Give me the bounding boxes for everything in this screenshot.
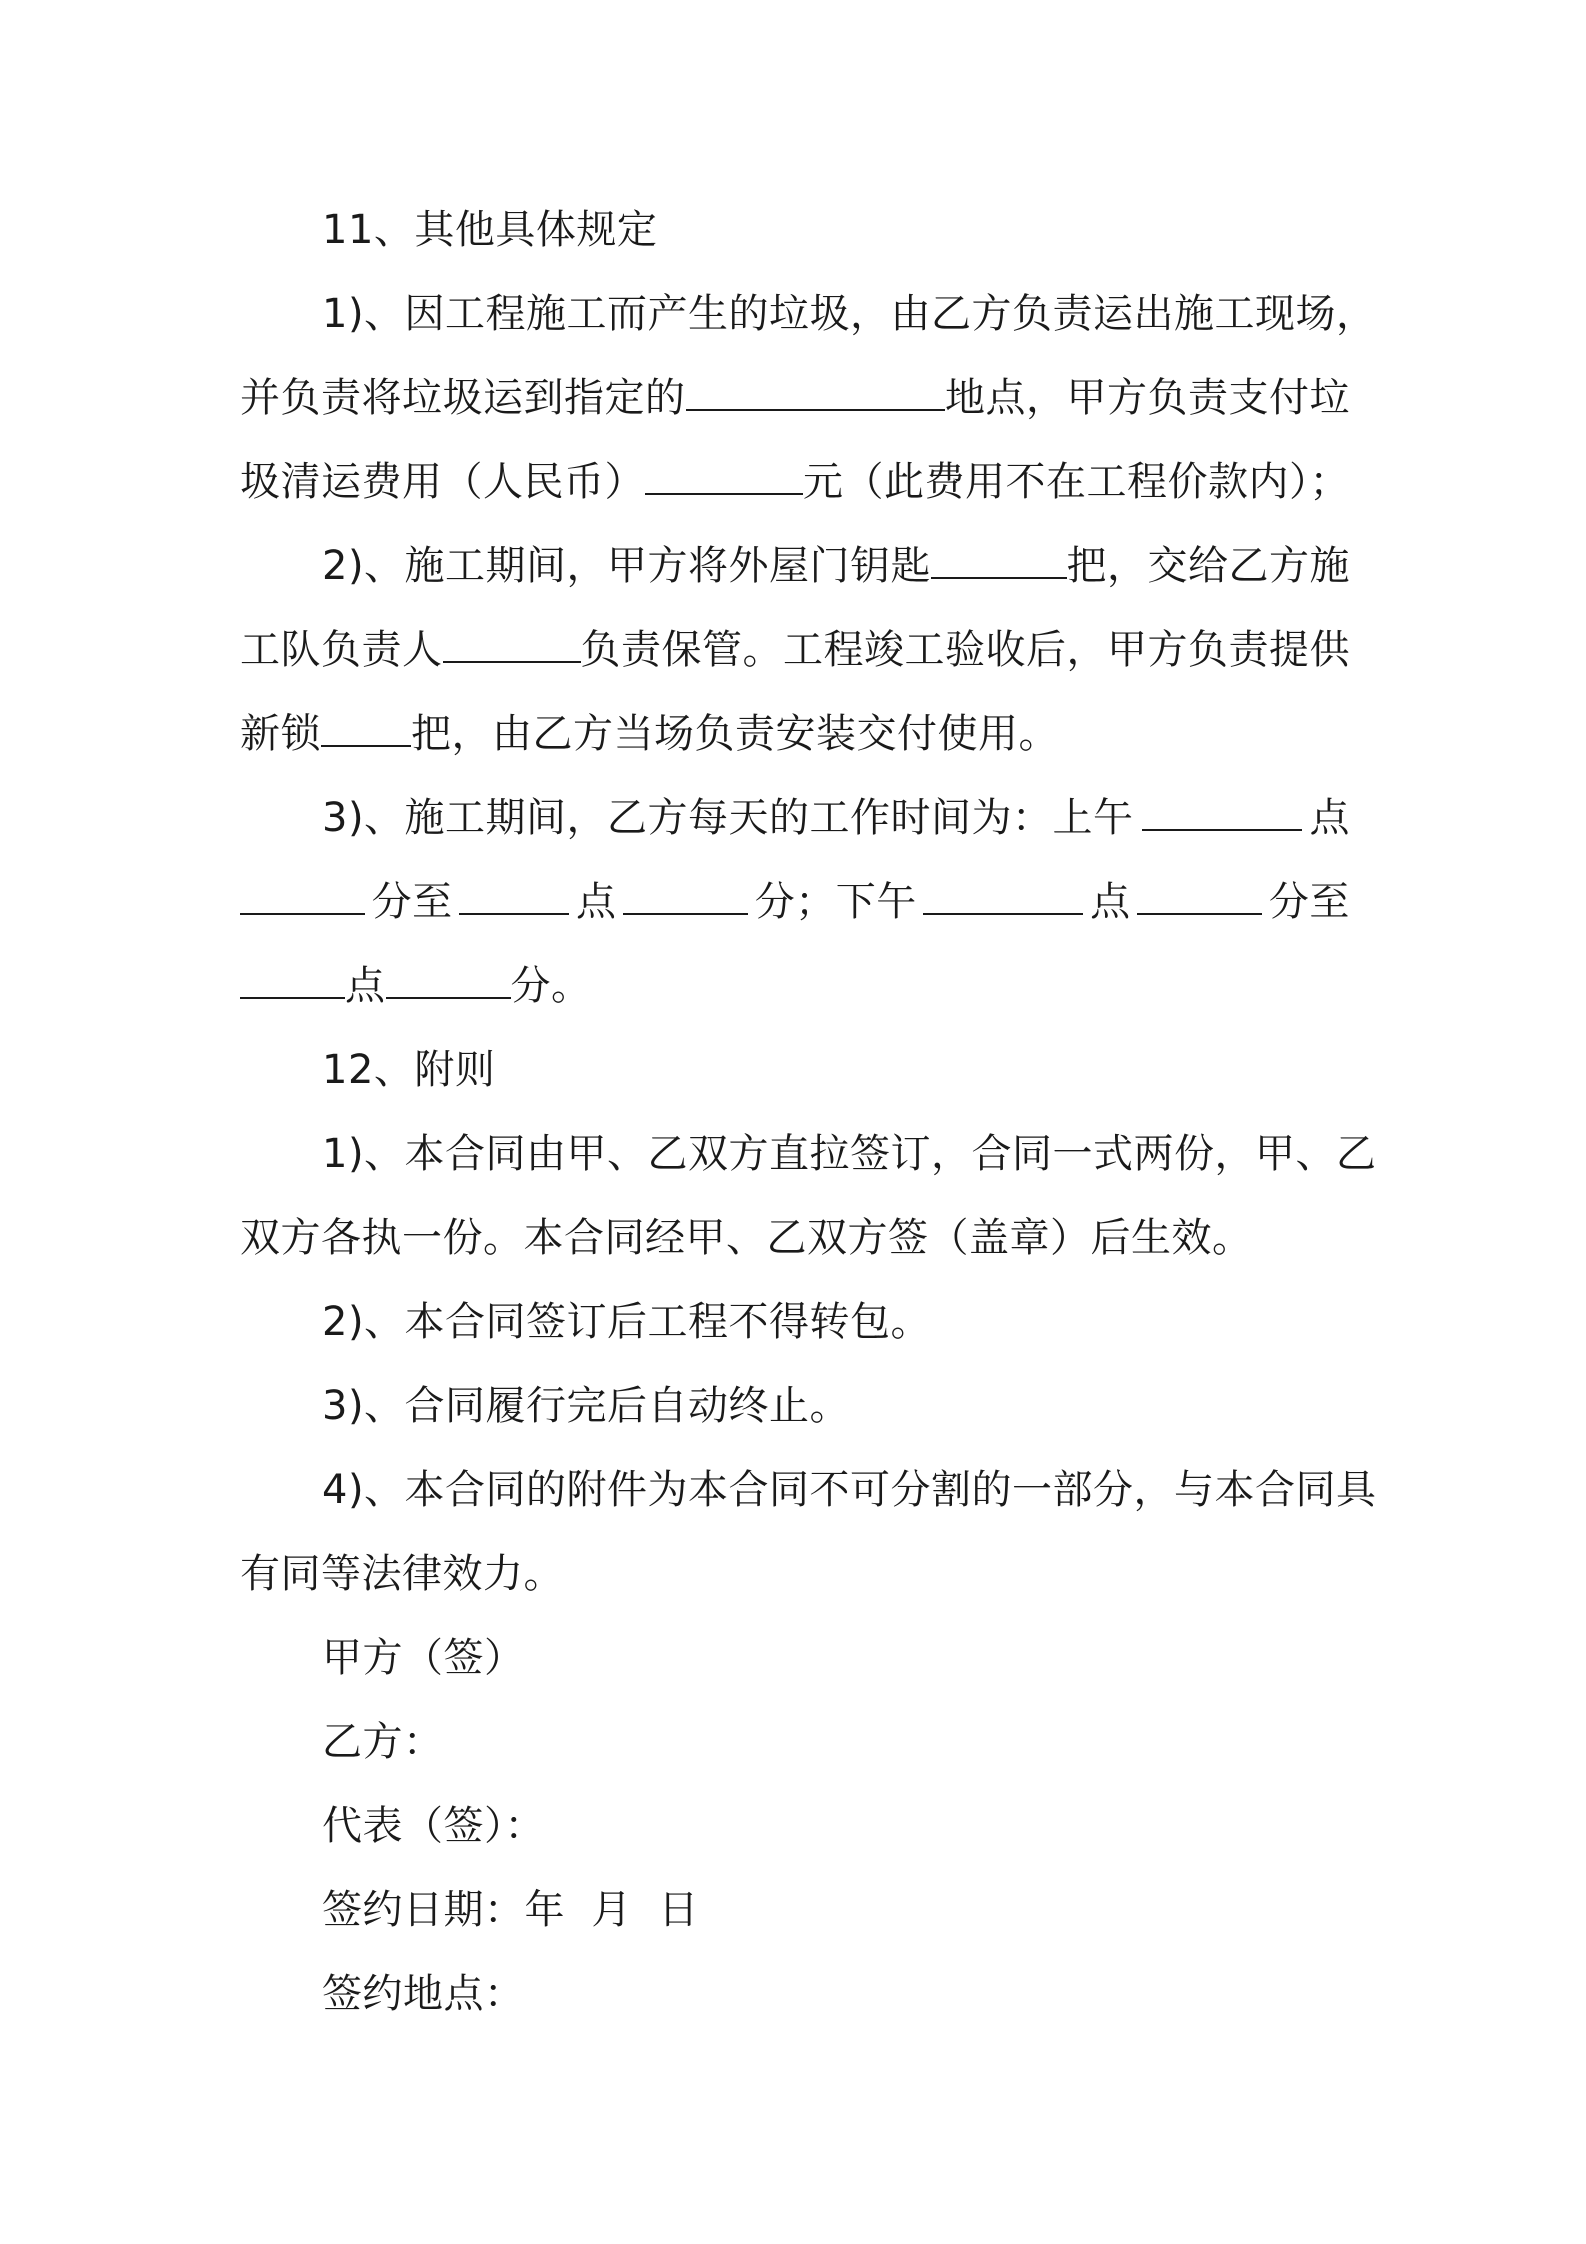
section-11-item-1-line-2: 并负责将垃圾运到指定的 地点，甲方负责支付垃 — [240, 368, 1350, 428]
section-11-heading: 11、其他具体规定 — [322, 207, 658, 253]
section-12-item-2: 2)、本合同签订后工程不得转包。 — [322, 1299, 932, 1345]
morning-end-minute-blank[interactable] — [623, 873, 748, 915]
section-11-item-3-line-2: 分至 点 分；下午 点 分至 — [240, 872, 1350, 932]
section-11-item-3-line-3: 点 分。 — [240, 956, 1350, 1016]
section-12-item-4-line-2: 有同等法律效力。 — [240, 1551, 564, 1597]
section-11-item-2-line-3: 新锁 把，由乙方当场负责安装交付使用。 — [240, 704, 1350, 764]
team-leader-blank[interactable] — [443, 621, 581, 663]
waste-fee-blank[interactable] — [645, 453, 803, 495]
waste-location-blank[interactable] — [686, 369, 946, 411]
section-11-item-1-line-3: 圾清运费用（人民币） 元（此费用不在工程价款内）； — [240, 452, 1350, 512]
section-11-item-2-line-1: 2)、施工期间，甲方将外屋门钥匙 把，交给乙方施 — [322, 536, 1350, 596]
party-a-signature: 甲方（签） — [322, 1635, 525, 1681]
key-count-blank[interactable] — [931, 537, 1066, 579]
section-12-item-1-line-2: 双方各执一份。本合同经甲、乙双方签（盖章）后生效。 — [240, 1215, 1253, 1261]
representative-signature: 代表（签）： — [322, 1803, 545, 1849]
afternoon-start-hour-blank[interactable] — [923, 873, 1083, 915]
section-11-item-1-line-1: 1)、因工程施工而产生的垃圾，由乙方负责运出施工现场， — [322, 291, 1377, 337]
afternoon-end-hour-blank[interactable] — [240, 957, 345, 999]
afternoon-start-minute-blank[interactable] — [1137, 873, 1262, 915]
section-12-heading: 12、附则 — [322, 1047, 496, 1093]
morning-start-minute-blank[interactable] — [240, 873, 365, 915]
section-12-item-4-line-1: 4)、本合同的附件为本合同不可分割的一部分，与本合同具 — [322, 1467, 1377, 1513]
section-11-item-2-line-2: 工队负责人 负责保管。工程竣工验收后，甲方负责提供 — [240, 620, 1350, 680]
morning-end-hour-blank[interactable] — [459, 873, 569, 915]
signing-date: 签约日期：年 月 日 — [322, 1887, 699, 1933]
morning-start-hour-blank[interactable] — [1142, 789, 1302, 831]
section-12-item-3: 3)、合同履行完后自动终止。 — [322, 1383, 851, 1429]
signing-place: 签约地点： — [322, 1971, 525, 2017]
section-12-item-1-line-1: 1)、本合同由甲、乙双方直拉签订，合同一式两份，甲、乙 — [322, 1131, 1377, 1177]
afternoon-end-minute-blank[interactable] — [386, 957, 511, 999]
new-lock-count-blank[interactable] — [321, 705, 411, 747]
party-b-label: 乙方： — [322, 1719, 444, 1765]
section-11-item-3-line-1: 3)、施工期间，乙方每天的工作时间为：上午 点 — [322, 788, 1350, 848]
